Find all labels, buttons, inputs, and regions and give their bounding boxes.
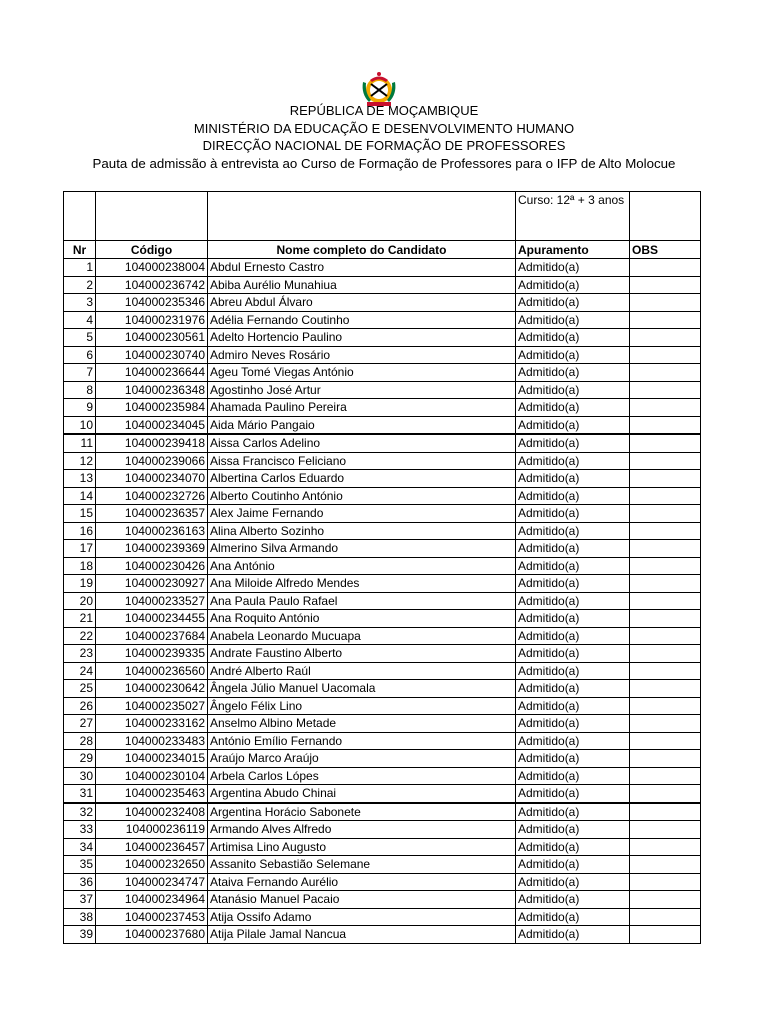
col-header-codigo: Código [96, 241, 208, 259]
row-number: 33 [64, 821, 96, 839]
row-apuramento: Admitido(a) [516, 908, 630, 926]
row-nome: Ana Miloide Alfredo Mendes [208, 575, 516, 593]
col-header-nome: Nome completo do Candidato [208, 241, 516, 259]
row-nome: Adelto Hortencio Paulino [208, 329, 516, 347]
row-codigo: 104000237680 [96, 926, 208, 944]
header-ministry: MINISTÉRIO DA EDUCAÇÃO E DESENVOLVIMENTO HUMANO [193, 121, 575, 136]
row-codigo: 104000237453 [96, 908, 208, 926]
table-row [64, 346, 701, 364]
row-apuramento: Admitido(a) [516, 627, 630, 645]
row-obs [630, 364, 701, 382]
table-row [64, 662, 701, 680]
row-apuramento: Admitido(a) [516, 926, 630, 944]
row-nome: Atija Ossifo Adamo [208, 908, 516, 926]
row-obs [630, 856, 701, 874]
row-apuramento: Admitido(a) [516, 821, 630, 839]
table-row [64, 908, 701, 926]
row-codigo: 104000234455 [96, 610, 208, 628]
table-row [64, 856, 701, 874]
row-nome: Admiro Neves Rosário [208, 346, 516, 364]
row-number: 14 [64, 487, 96, 505]
row-codigo: 104000236348 [96, 381, 208, 399]
row-apuramento: Admitido(a) [516, 329, 630, 347]
row-nome: Ahamada Paulino Pereira [208, 399, 516, 417]
row-codigo: 104000236163 [96, 522, 208, 540]
row-codigo: 104000239335 [96, 645, 208, 663]
table-row [64, 627, 701, 645]
row-nome: Alberto Coutinho António [208, 487, 516, 505]
row-codigo: 104000236742 [96, 276, 208, 294]
row-number: 36 [64, 873, 96, 891]
row-number: 6 [64, 346, 96, 364]
row-apuramento: Admitido(a) [516, 259, 630, 277]
row-apuramento: Admitido(a) [516, 856, 630, 874]
row-codigo: 104000235027 [96, 697, 208, 715]
row-number: 26 [64, 697, 96, 715]
row-obs [630, 785, 701, 803]
row-number: 12 [64, 452, 96, 470]
row-codigo: 104000230104 [96, 767, 208, 785]
table-row [64, 522, 701, 540]
row-obs [630, 908, 701, 926]
col-header-apuramento: Apuramento [516, 241, 630, 259]
table-row [64, 873, 701, 891]
row-apuramento: Admitido(a) [516, 487, 630, 505]
row-codigo: 104000239418 [96, 434, 208, 452]
row-number: 32 [64, 803, 96, 821]
row-number: 29 [64, 750, 96, 768]
row-number: 34 [64, 838, 96, 856]
row-number: 8 [64, 381, 96, 399]
table-row [64, 592, 701, 610]
row-nome: Araújo Marco Araújo [208, 750, 516, 768]
row-number: 13 [64, 470, 96, 488]
row-number: 4 [64, 311, 96, 329]
row-nome: Almerino Silva Armando [208, 540, 516, 558]
row-codigo: 104000230642 [96, 680, 208, 698]
row-obs [630, 575, 701, 593]
row-apuramento: Admitido(a) [516, 557, 630, 575]
col-header-nr: Nr [64, 241, 96, 259]
row-number: 38 [64, 908, 96, 926]
row-codigo: 104000230927 [96, 575, 208, 593]
row-codigo: 104000234015 [96, 750, 208, 768]
row-number: 3 [64, 294, 96, 312]
row-nome: Aissa Carlos Adelino [208, 434, 516, 452]
row-obs [630, 926, 701, 944]
table-row [64, 891, 701, 909]
row-number: 19 [64, 575, 96, 593]
table-row [64, 750, 701, 768]
course-label: Curso: 12ª + 3 anos [516, 192, 630, 241]
row-obs [630, 540, 701, 558]
row-obs [630, 627, 701, 645]
row-codigo: 104000236644 [96, 364, 208, 382]
row-number: 24 [64, 662, 96, 680]
row-nome: Albertina Carlos Eduardo [208, 470, 516, 488]
row-nome: Alex Jaime Fernando [208, 505, 516, 523]
row-codigo: 104000238004 [96, 259, 208, 277]
row-nome: Anabela Leonardo Mucuapa [208, 627, 516, 645]
row-obs [630, 873, 701, 891]
row-codigo: 104000232650 [96, 856, 208, 874]
header-directorate: DIRECÇÃO NACIONAL DE FORMAÇÃO DE PROFESSORES [202, 138, 566, 153]
row-codigo: 104000230740 [96, 346, 208, 364]
row-apuramento: Admitido(a) [516, 452, 630, 470]
row-nome: Argentina Horácio Sabonete [208, 803, 516, 821]
row-obs [630, 416, 701, 434]
table-row [64, 697, 701, 715]
row-obs [630, 522, 701, 540]
row-number: 35 [64, 856, 96, 874]
row-apuramento: Admitido(a) [516, 416, 630, 434]
row-apuramento: Admitido(a) [516, 785, 630, 803]
row-nome: Ângela Júlio Manuel Uacomala [208, 680, 516, 698]
row-apuramento: Admitido(a) [516, 505, 630, 523]
table-row [64, 540, 701, 558]
row-apuramento: Admitido(a) [516, 873, 630, 891]
row-nome: Andrate Faustino Alberto [208, 645, 516, 663]
table-row [64, 821, 701, 839]
table-row [64, 487, 701, 505]
row-codigo: 104000239066 [96, 452, 208, 470]
row-nome: Aida Mário Pangaio [208, 416, 516, 434]
row-apuramento: Admitido(a) [516, 522, 630, 540]
table-row [64, 294, 701, 312]
row-obs [630, 715, 701, 733]
row-nome: Assanito Sebastião Selemane [208, 856, 516, 874]
row-obs [630, 645, 701, 663]
row-number: 18 [64, 557, 96, 575]
header-republic: REPÚBLICA DE MOÇAMBIQUE [289, 103, 479, 118]
row-nome: Abdul Ernesto Castro [208, 259, 516, 277]
row-nome: Armando Alves Alfredo [208, 821, 516, 839]
row-codigo: 104000235346 [96, 294, 208, 312]
row-apuramento: Admitido(a) [516, 697, 630, 715]
row-nome: Ageu Tomé Viegas António [208, 364, 516, 382]
row-obs [630, 680, 701, 698]
table-row [64, 680, 701, 698]
admission-table [63, 191, 701, 944]
row-codigo: 104000230561 [96, 329, 208, 347]
row-number: 23 [64, 645, 96, 663]
row-nome: Ana Paula Paulo Rafael [208, 592, 516, 610]
row-obs [630, 803, 701, 821]
row-obs [630, 662, 701, 680]
table-row [64, 276, 701, 294]
row-nome: Anselmo Albino Metade [208, 715, 516, 733]
table-header-row [64, 241, 701, 259]
row-apuramento: Admitido(a) [516, 294, 630, 312]
row-nome: Alina Alberto Sozinho [208, 522, 516, 540]
row-obs [630, 821, 701, 839]
row-apuramento: Admitido(a) [516, 311, 630, 329]
row-codigo: 104000236119 [96, 821, 208, 839]
row-apuramento: Admitido(a) [516, 891, 630, 909]
row-obs [630, 767, 701, 785]
table-row [64, 505, 701, 523]
row-number: 37 [64, 891, 96, 909]
col-header-obs: OBS [630, 241, 701, 259]
row-obs [630, 610, 701, 628]
table-row [64, 329, 701, 347]
table-row [64, 926, 701, 944]
row-apuramento: Admitido(a) [516, 434, 630, 452]
table-row [64, 803, 701, 821]
row-number: 22 [64, 627, 96, 645]
row-nome: Atanásio Manuel Pacaio [208, 891, 516, 909]
table-row [64, 715, 701, 733]
row-obs [630, 329, 701, 347]
row-apuramento: Admitido(a) [516, 680, 630, 698]
row-apuramento: Admitido(a) [516, 399, 630, 417]
row-apuramento: Admitido(a) [516, 662, 630, 680]
table-row [64, 452, 701, 470]
row-apuramento: Admitido(a) [516, 592, 630, 610]
row-obs [630, 434, 701, 452]
row-apuramento: Admitido(a) [516, 750, 630, 768]
row-obs [630, 732, 701, 750]
row-apuramento: Admitido(a) [516, 381, 630, 399]
row-nome: Arbela Carlos Lópes [208, 767, 516, 785]
table-row [64, 416, 701, 434]
table-row [64, 399, 701, 417]
row-codigo: 104000233527 [96, 592, 208, 610]
row-number: 28 [64, 732, 96, 750]
row-obs [630, 470, 701, 488]
row-nome: Ataiva Fernando Aurélio [208, 873, 516, 891]
row-obs [630, 259, 701, 277]
row-number: 1 [64, 259, 96, 277]
row-codigo: 104000235984 [96, 399, 208, 417]
row-codigo: 104000236457 [96, 838, 208, 856]
row-number: 7 [64, 364, 96, 382]
table-row [64, 381, 701, 399]
row-number: 20 [64, 592, 96, 610]
row-apuramento: Admitido(a) [516, 645, 630, 663]
row-obs [630, 294, 701, 312]
row-codigo: 104000232726 [96, 487, 208, 505]
row-number: 17 [64, 540, 96, 558]
row-obs [630, 891, 701, 909]
row-codigo: 104000239369 [96, 540, 208, 558]
row-apuramento: Admitido(a) [516, 575, 630, 593]
row-nome: Ana Roquito António [208, 610, 516, 628]
row-apuramento: Admitido(a) [516, 364, 630, 382]
row-number: 10 [64, 416, 96, 434]
row-obs [630, 750, 701, 768]
course-row [64, 192, 701, 241]
row-nome: Artimisa Lino Augusto [208, 838, 516, 856]
table-row [64, 557, 701, 575]
row-nome: Ângelo Félix Lino [208, 697, 516, 715]
row-obs [630, 311, 701, 329]
row-nome: Agostinho José Artur [208, 381, 516, 399]
table-row [64, 434, 701, 452]
row-apuramento: Admitido(a) [516, 732, 630, 750]
row-obs [630, 381, 701, 399]
row-codigo: 104000233483 [96, 732, 208, 750]
row-obs [630, 697, 701, 715]
row-obs [630, 452, 701, 470]
row-number: 9 [64, 399, 96, 417]
row-codigo: 104000237684 [96, 627, 208, 645]
row-codigo: 104000230426 [96, 557, 208, 575]
table-row [64, 610, 701, 628]
table-row [64, 732, 701, 750]
row-codigo: 104000236357 [96, 505, 208, 523]
row-number: 39 [64, 926, 96, 944]
document-title: Pauta de admissão à entrevista ao Curso de Formação de Professores para o IFP de Alto Molocue [92, 156, 676, 171]
row-number: 5 [64, 329, 96, 347]
table-row [64, 575, 701, 593]
row-nome: Ana António [208, 557, 516, 575]
table-row [64, 767, 701, 785]
row-codigo: 104000236560 [96, 662, 208, 680]
row-codigo: 104000231976 [96, 311, 208, 329]
row-apuramento: Admitido(a) [516, 276, 630, 294]
row-apuramento: Admitido(a) [516, 346, 630, 364]
row-apuramento: Admitido(a) [516, 838, 630, 856]
row-obs [630, 346, 701, 364]
table-row [64, 785, 701, 803]
row-number: 15 [64, 505, 96, 523]
row-number: 2 [64, 276, 96, 294]
row-nome: Adélia Fernando Coutinho [208, 311, 516, 329]
row-obs [630, 505, 701, 523]
row-codigo: 104000233162 [96, 715, 208, 733]
row-obs [630, 592, 701, 610]
row-number: 31 [64, 785, 96, 803]
row-apuramento: Admitido(a) [516, 470, 630, 488]
row-nome: Aissa Francisco Feliciano [208, 452, 516, 470]
row-codigo: 104000232408 [96, 803, 208, 821]
row-obs [630, 557, 701, 575]
row-nome: Atija Pilale Jamal Nancua [208, 926, 516, 944]
row-codigo: 104000235463 [96, 785, 208, 803]
row-nome: Argentina Abudo Chinai [208, 785, 516, 803]
row-codigo: 104000234747 [96, 873, 208, 891]
table-row [64, 838, 701, 856]
row-codigo: 104000234045 [96, 416, 208, 434]
row-number: 30 [64, 767, 96, 785]
row-number: 16 [64, 522, 96, 540]
table-row [64, 645, 701, 663]
row-apuramento: Admitido(a) [516, 767, 630, 785]
row-obs [630, 838, 701, 856]
row-obs [630, 399, 701, 417]
row-nome: Abiba Aurélio Munahiua [208, 276, 516, 294]
table-row [64, 364, 701, 382]
row-codigo: 104000234964 [96, 891, 208, 909]
row-apuramento: Admitido(a) [516, 540, 630, 558]
row-number: 27 [64, 715, 96, 733]
table-row [64, 470, 701, 488]
row-codigo: 104000234070 [96, 470, 208, 488]
table-row [64, 259, 701, 277]
row-number: 21 [64, 610, 96, 628]
row-apuramento: Admitido(a) [516, 610, 630, 628]
row-apuramento: Admitido(a) [516, 803, 630, 821]
row-number: 11 [64, 434, 96, 452]
row-nome: António Emílio Fernando [208, 732, 516, 750]
row-nome: André Alberto Raúl [208, 662, 516, 680]
row-obs [630, 276, 701, 294]
row-apuramento: Admitido(a) [516, 715, 630, 733]
row-nome: Abreu Abdul Álvaro [208, 294, 516, 312]
table-row [64, 311, 701, 329]
row-number: 25 [64, 680, 96, 698]
row-obs [630, 487, 701, 505]
